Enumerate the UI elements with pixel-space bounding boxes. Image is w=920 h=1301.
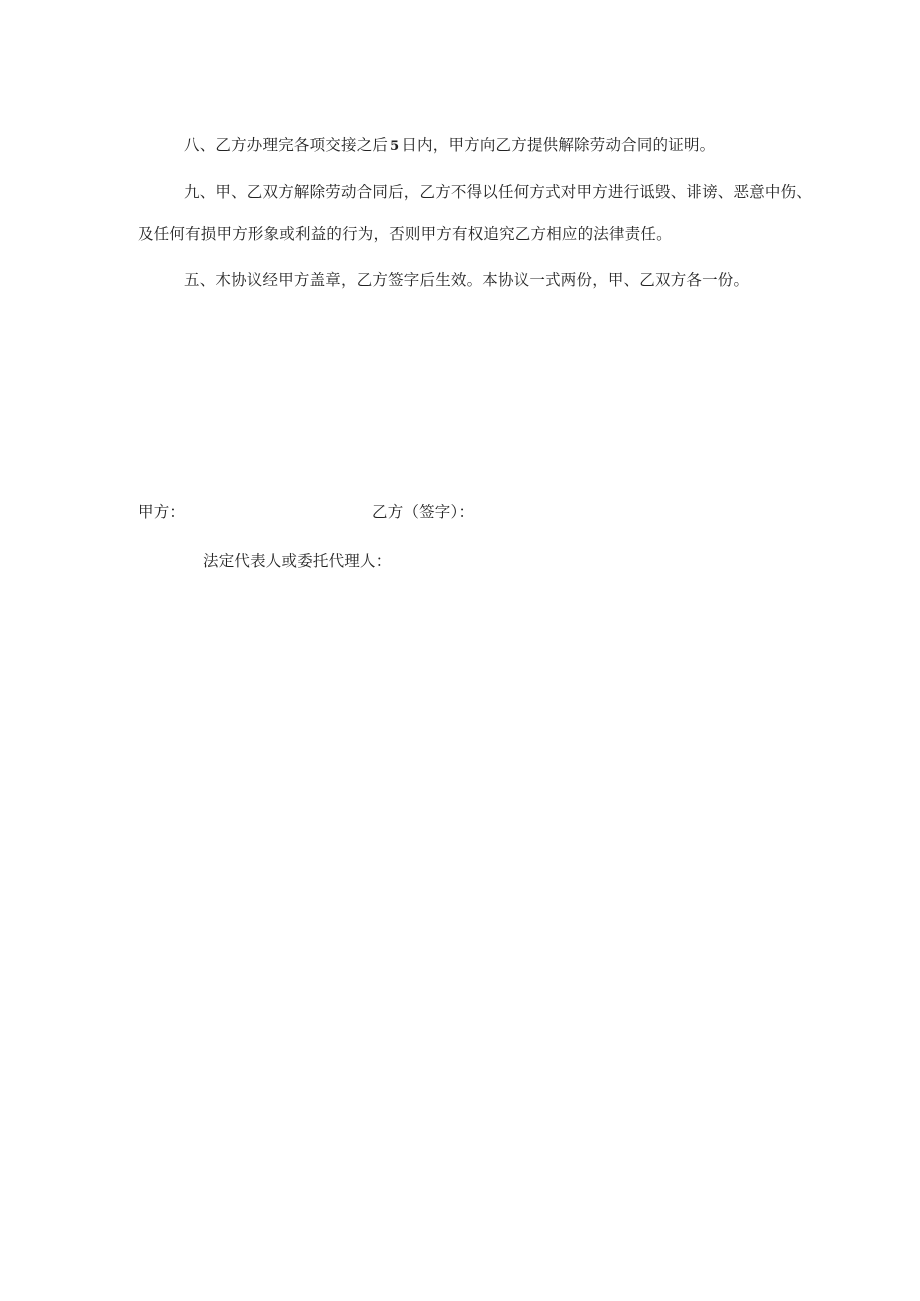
party-b-signature-label: 乙方（签字）： xyxy=(372,503,475,521)
clause-nine-line-1: 九、甲、乙双方解除劳动合同后，乙方不得以任何方式对甲方进行诋毁、诽谤、恶意中伤、 xyxy=(184,183,813,201)
party-a-label: 甲方： xyxy=(138,503,186,521)
clause-eight-days: 5 xyxy=(390,139,400,154)
clause-eight-text-pre: 八、乙方办理完各项交接之后 xyxy=(184,136,389,154)
clause-five: 五、木协议经甲方盖章，乙方签字后生效。本协议一式两份，甲、乙双方各一份。 xyxy=(184,271,750,289)
representative-label: 法定代表人或委托代理人： xyxy=(203,552,392,570)
clause-nine-line-2: 及任何有损甲方形象或利益的行为，否则甲方有权追究乙方相应的法律责任。 xyxy=(138,225,672,243)
clause-eight-text-post: 日内，甲方向乙方提供解除劳动合同的证明。 xyxy=(401,136,716,154)
clause-eight xyxy=(184,135,715,157)
